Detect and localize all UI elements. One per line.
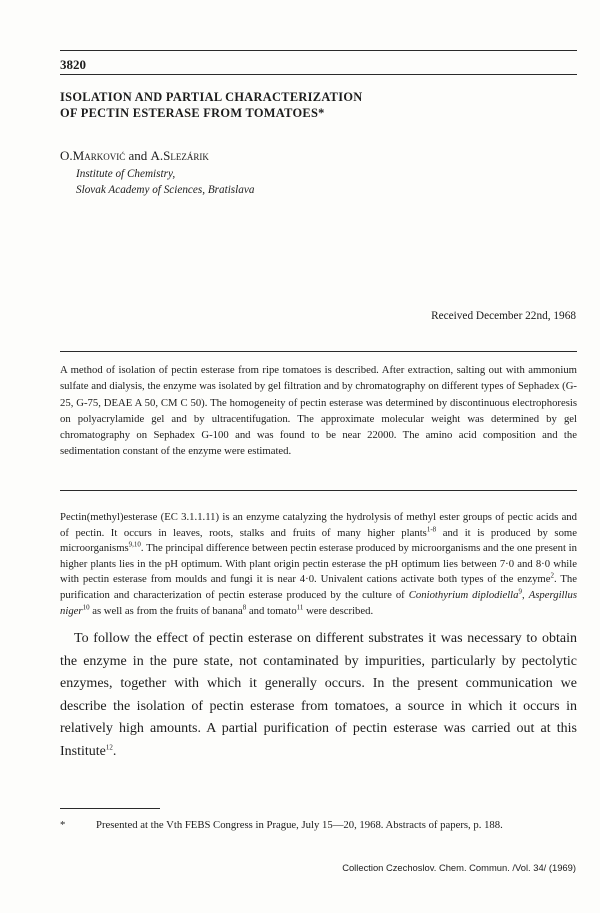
intro-text-7: and tomato [246,604,297,617]
authors [60,148,209,164]
intro-text-2: and it is produced by some microorganisms [60,526,577,555]
main-paragraph [60,628,577,763]
intro-text-1: Pectin(methyl)esterase (EC 3.1.1.11) is an enzyme catalyzing the hydrolysis of methyl ester groups of pectic acids and of pectin. It occurs in leaves, roots, stalks and fruits of many higher plants [60,511,577,539]
footnote [60,817,577,833]
footnote-mark: * [60,819,66,831]
title-line-1: ISOLATION AND PARTIAL CHARACTERIZATION [60,90,363,104]
page-number: 3820 [60,57,86,72]
main-text: To follow the effect of pectin esterase on different substrates it was necessary to obtain the enzyme in the pure state, not contaminated by impurities, particularly by pectolytic enzymes, together with which it generally occurs. In the present communication we describe the isolation of pectin esterase from tomatoes, a source in which it occurs in relatively high amounts. A partial purification of pectin esterase was carried out at this Institute [60,631,577,759]
species-name: Coniothyrium diplodiella [408,588,519,601]
intro-paragraph [60,510,577,619]
species-name: Aspergillus niger [60,588,577,617]
citation-ref: 1-8 [426,525,437,534]
citation-ref: 12 [105,742,113,751]
footnote-text: Presented at the Vth FEBS Congress in Prague, July 15—20, 1968. Abstracts of papers, p. 188. [96,819,503,831]
intro-text-5: , [522,588,529,601]
citation-ref: 8 [242,603,247,611]
abstract: A method of isolation of pectin esterase from ripe tomatoes is described. After extraction, salting out with ammonium sulfate and dialysis, the enzyme was isolated by gel filtration and by chromatography on different types of Sephadex (G-25, G-75, DEAE A 50, CM C 50). The homogeneity of pectin esterase was determined by discontinuous electrophoresis on polyacrylamide gel and by ultracentifugation. The approximate molecular weight was determined by gel chromatography on Sephadex G-100 and was found to be near 22000. The amino acid composition and the sedimentation constant of the enzyme were estimated. [60,364,577,458]
intro-text-6: as well as from the fruits of banana [89,604,243,617]
abstract-bottom-rule [60,490,577,491]
citation-ref: 11 [296,603,304,611]
author-markovic: O.Marković [60,148,126,163]
intro-text-3: . The principal difference between pectin esterase produced by microorganisms and the one present in higher plants lies in the pH optimum. With plant origin pectin esterase the pH optimum lies between 7·0 and 8·0 while with pectin esterase from moulds and fungi it is near 4·0. Univalent cations activate both types of the enzyme [60,542,577,586]
received-date: Received December 22nd, 1968 [431,310,576,322]
top-rule [60,50,577,51]
header-rule [60,74,577,75]
journal-citation: Collection Czechoslov. Chem. Commun. /Vol. 34/ (1969) [342,862,576,873]
intro-text-8: were described. [303,604,374,617]
article-title [60,89,530,121]
title-line-2: OF PECTIN ESTERASE FROM TOMATOES* [60,106,325,120]
affiliation-line-1: Institute of Chemistry, [76,168,176,180]
affiliation-line-2: Slovak Academy of Sciences, Bratislava [76,183,255,196]
citation-ref: 2 [550,571,554,580]
author-slezarik: A.Slezárik [150,148,209,163]
abstract-top-rule [60,351,577,352]
citation-ref: 9,10 [128,540,141,549]
footnote-rule [60,808,160,809]
affiliation [76,167,254,198]
citation-ref: 10 [82,603,90,611]
author-conjunction: and [125,148,151,163]
citation-ref: 9 [518,587,522,596]
main-text-end: . [112,743,117,759]
intro-text-4: . The purification and characterization of pectin esterase produced by the culture of [60,573,577,601]
